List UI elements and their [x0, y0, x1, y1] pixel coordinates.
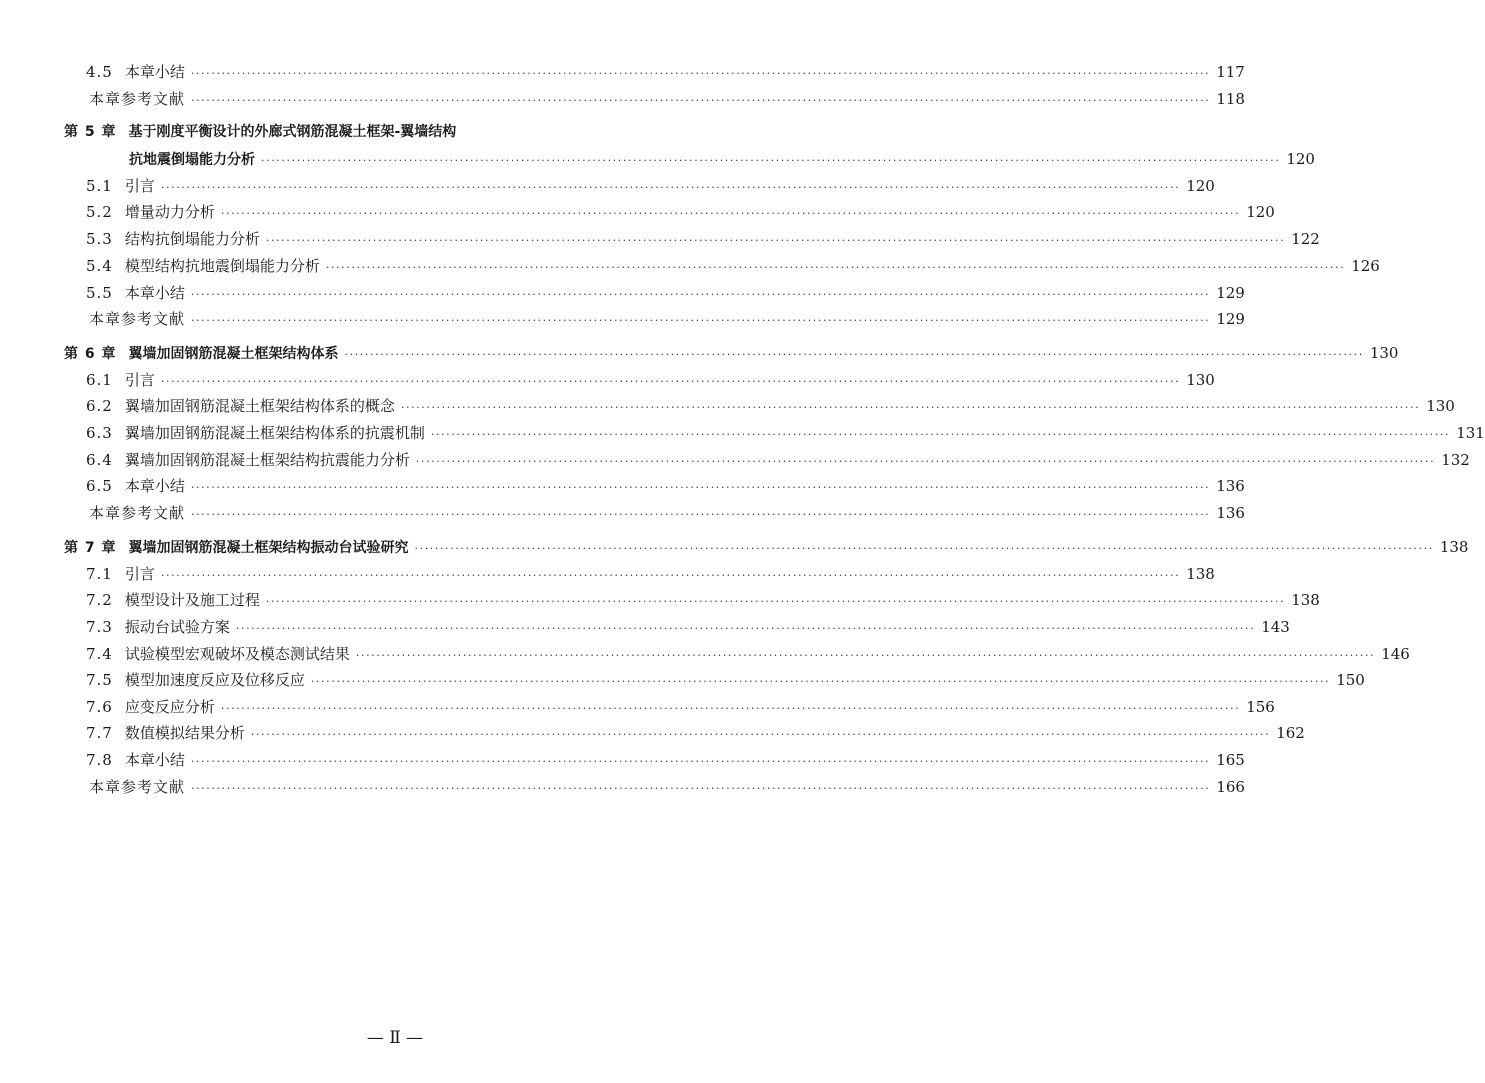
toc-section-title: 引言	[124, 565, 155, 583]
toc-page-number: 143	[1261, 618, 1290, 636]
toc-page-number: 130	[1186, 371, 1215, 389]
toc-page-number: 132	[1441, 451, 1470, 469]
toc-section-title: 翼墙加固钢筋混凝土框架结构体系的概念	[124, 397, 395, 415]
page-number-footer: — Ⅱ —	[366, 1028, 424, 1048]
toc-page-number: 166	[1216, 778, 1245, 796]
toc-section-entry[interactable]	[86, 202, 1275, 224]
toc-page-number: 138	[1291, 591, 1320, 609]
toc-chapter-title: 翼墙加固钢筋混凝土框架结构振动台试验研究	[128, 540, 409, 556]
toc-references-title: 本章参考文献	[89, 504, 186, 522]
toc-page-number: 129	[1216, 284, 1245, 302]
toc-section-number: 5.2	[86, 203, 113, 221]
toc-section-title: 本章小结	[124, 751, 185, 769]
leader-dots: ········································································································································································································	[250, 728, 1271, 741]
toc-section-entry[interactable]	[86, 283, 1245, 305]
leader-dots: ········································································································································································································	[190, 67, 1211, 80]
toc-page-number: 162	[1276, 724, 1305, 742]
toc-page-number: 136	[1216, 477, 1245, 495]
toc-section-number: 7.6	[86, 698, 113, 716]
toc-section-number: 5.5	[86, 284, 113, 302]
leader-dots: ········································································································································································································	[415, 455, 1436, 468]
leader-dots: ········································································································································································································	[430, 428, 1451, 441]
leader-dots: ········································································································································································································	[191, 782, 1211, 795]
leader-dots: ········································································································································································································	[160, 375, 1181, 388]
toc-section-title: 结构抗倒塌能力分析	[124, 230, 260, 248]
toc-section-entry[interactable]	[86, 256, 1380, 278]
toc-section-title: 模型结构抗地震倒塌能力分析	[124, 257, 320, 275]
toc-section-entry[interactable]	[86, 697, 1275, 719]
toc-section-entry[interactable]	[86, 723, 1305, 745]
toc-chapter-number: 第 7 章	[64, 540, 117, 556]
toc-references-title: 本章参考文献	[89, 778, 186, 796]
toc-section-entry[interactable]	[86, 62, 1245, 84]
leader-dots: ········································································································································································································	[160, 181, 1181, 194]
toc-page-number: 136	[1216, 504, 1245, 522]
toc-section-number: 7.5	[86, 671, 113, 689]
leader-dots: ········································································································································································································	[325, 261, 1346, 274]
toc-section-title: 引言	[124, 177, 155, 195]
toc-section-title: 本章小结	[124, 477, 185, 495]
toc-section-entry[interactable]	[86, 229, 1320, 251]
toc-section-entry[interactable]	[86, 423, 1485, 445]
toc-references-entry[interactable]	[89, 89, 1245, 111]
toc-section-title: 振动台试验方案	[124, 618, 230, 636]
toc-section-entry[interactable]	[86, 590, 1320, 612]
toc-section-title: 翼墙加固钢筋混凝土框架结构体系的抗震机制	[124, 424, 425, 442]
toc-page-number: 146	[1381, 645, 1410, 663]
leader-dots: ········································································································································································································	[220, 207, 1241, 220]
toc-section-entry[interactable]	[86, 564, 1215, 586]
toc-section-entry[interactable]	[86, 750, 1245, 772]
toc-page-number: 120	[1186, 177, 1215, 195]
toc-references-entry[interactable]	[89, 777, 1245, 799]
toc-page-number: 130	[1426, 397, 1455, 415]
leader-dots: ········································································································································································································	[190, 481, 1211, 494]
toc-section-number: 7.4	[86, 645, 113, 663]
toc-section-title: 引言	[124, 371, 155, 389]
toc-chapter-title-continued[interactable]	[129, 149, 1315, 171]
toc-section-entry[interactable]	[86, 476, 1245, 498]
toc-page-number: 126	[1351, 257, 1380, 275]
toc-page-number: 120	[1286, 150, 1315, 168]
toc-section-title: 翼墙加固钢筋混凝土框架结构抗震能力分析	[124, 451, 410, 469]
leader-dots: ········································································································································································································	[160, 569, 1181, 582]
toc-section-entry[interactable]	[86, 617, 1290, 639]
toc-page-number: 131	[1456, 424, 1485, 442]
leader-dots: ········································································································································································································	[265, 234, 1286, 247]
toc-section-title: 增量动力分析	[124, 203, 215, 221]
toc-section-number: 7.2	[86, 591, 113, 609]
toc-page-number: 118	[1216, 90, 1245, 108]
toc-chapter-number: 第 6 章	[64, 346, 117, 362]
toc-page-number: 138	[1439, 538, 1469, 556]
leader-dots: ········································································································································································································	[265, 595, 1286, 608]
toc-section-title: 应变反应分析	[124, 698, 215, 716]
leader-dots: ········································································································································································································	[235, 622, 1256, 635]
toc-section-title: 试验模型宏观破坏及模态测试结果	[124, 645, 350, 663]
toc-references-title: 本章参考文献	[89, 310, 186, 328]
toc-section-number: 5.1	[86, 177, 113, 195]
leader-dots: ········································································································································································································	[344, 348, 1364, 361]
toc-section-title: 本章小结	[124, 63, 185, 81]
toc-section-number: 4.5	[86, 63, 113, 81]
toc-section-number: 6.1	[86, 371, 113, 389]
toc-section-number: 5.3	[86, 230, 113, 248]
leader-dots: ········································································································································································································	[355, 649, 1376, 662]
toc-section-number: 6.4	[86, 451, 113, 469]
toc-section-title: 模型设计及施工过程	[124, 591, 260, 609]
toc-page-number: 165	[1216, 751, 1245, 769]
leader-dots: ········································································································································································································	[400, 401, 1421, 414]
toc-section-number: 5.4	[86, 257, 113, 275]
toc-chapter-entry[interactable]	[64, 343, 1399, 365]
toc-chapter-title: 抗地震倒塌能力分析	[129, 152, 255, 168]
toc-section-number: 7.3	[86, 618, 113, 636]
toc-section-title: 本章小结	[124, 284, 185, 302]
toc-chapter-title: 翼墙加固钢筋混凝土框架结构体系	[128, 346, 339, 362]
toc-page-number: 156	[1246, 698, 1275, 716]
toc-page-number: 120	[1246, 203, 1275, 221]
toc-section-number: 7.7	[86, 724, 113, 742]
leader-dots: ········································································································································································································	[190, 288, 1211, 301]
toc-section-number: 6.5	[86, 477, 113, 495]
leader-dots: ········································································································································································································	[220, 702, 1241, 715]
toc-references-entry[interactable]	[89, 309, 1245, 331]
toc-section-entry[interactable]	[86, 670, 1365, 692]
toc-section-title: 数值模拟结果分析	[124, 724, 245, 742]
leader-dots: ········································································································································································································	[191, 508, 1211, 521]
toc-chapter-entry[interactable]	[64, 537, 1469, 559]
toc-references-entry[interactable]	[89, 503, 1245, 525]
toc-section-number: 6.3	[86, 424, 113, 442]
toc-page-number: 129	[1216, 310, 1245, 328]
toc-section-number: 7.1	[86, 565, 113, 583]
toc-section-entry[interactable]	[86, 396, 1455, 418]
toc-references-title: 本章参考文献	[89, 90, 186, 108]
toc-page-number: 138	[1186, 565, 1215, 583]
toc-page-number: 150	[1336, 671, 1365, 689]
toc-section-entry[interactable]	[86, 450, 1470, 472]
leader-dots: ········································································································································································································	[310, 675, 1331, 688]
toc-page-number: 130	[1369, 344, 1399, 362]
toc-section-entry[interactable]	[86, 644, 1410, 666]
leader-dots: ········································································································································································································	[261, 154, 1281, 167]
leader-dots: ········································································································································································································	[190, 755, 1211, 768]
toc-section-title: 模型加速度反应及位移反应	[124, 671, 305, 689]
leader-dots: ········································································································································································································	[191, 314, 1211, 327]
toc-chapter-heading[interactable]	[64, 122, 456, 142]
toc-chapter-number: 第 5 章	[64, 124, 117, 140]
toc-chapter-title: 基于刚度平衡设计的外廊式钢筋混凝土框架-翼墙结构	[128, 124, 457, 140]
leader-dots: ········································································································································································································	[191, 94, 1211, 107]
toc-section-number: 7.8	[86, 751, 113, 769]
toc-section-number: 6.2	[86, 397, 113, 415]
leader-dots: ········································································································································································································	[414, 542, 1434, 555]
toc-page-number: 122	[1291, 230, 1320, 248]
toc-section-entry[interactable]	[86, 176, 1215, 198]
toc-section-entry[interactable]	[86, 370, 1215, 392]
toc-page-number: 117	[1216, 63, 1245, 81]
